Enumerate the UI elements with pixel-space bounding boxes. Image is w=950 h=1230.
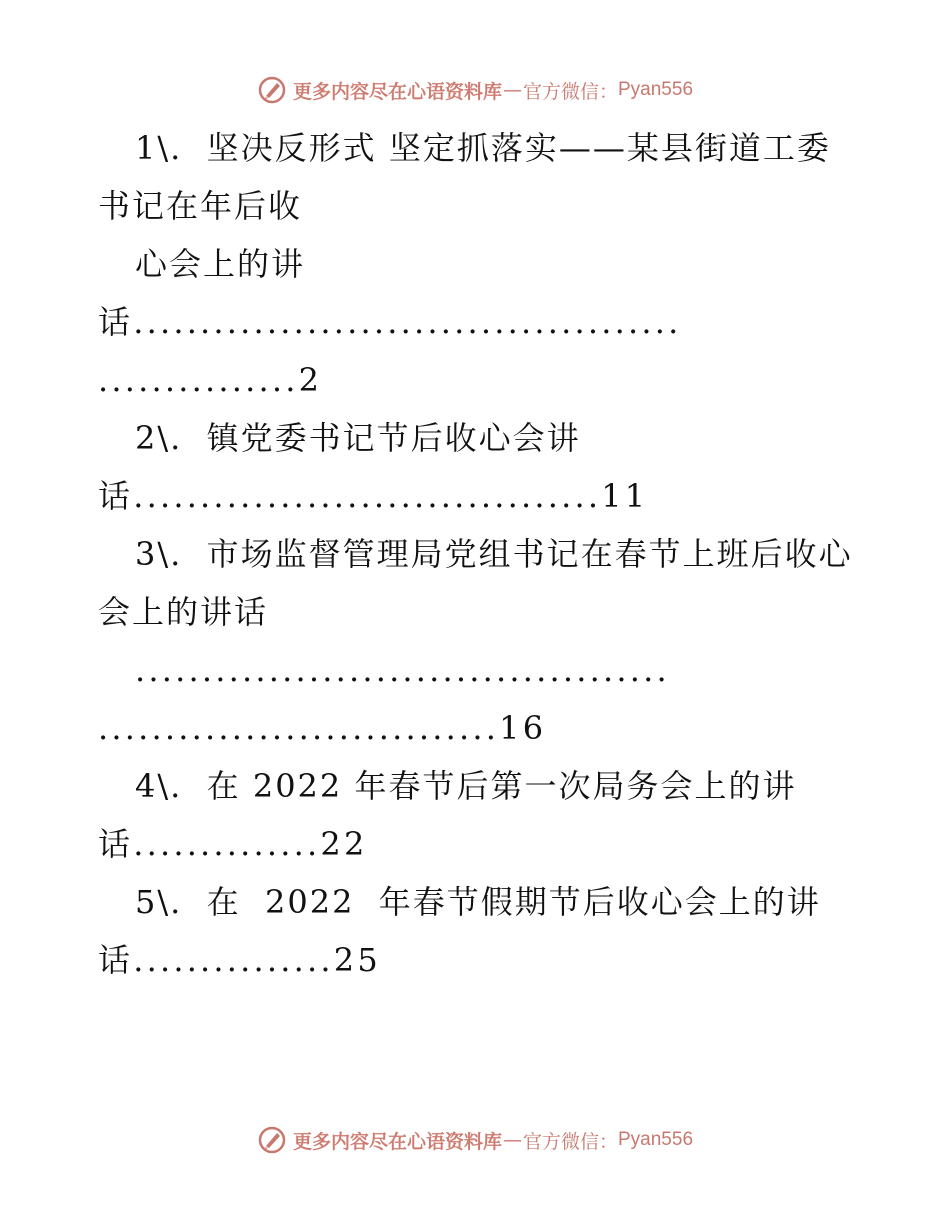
toc-entry-1-leader: 话......................................... [98,303,682,341]
toc-entry-3-leader: ........................................ [135,651,670,689]
toc-entry-5-page: 话...............25 [98,941,381,979]
toc-entry-4-page: 话..............22 [98,825,368,863]
toc-entry-1-title-cont: 书记在年后收 [98,187,303,225]
banner-main-text: 更多内容尽在心语资料库 [292,1130,502,1153]
banner-account: Pyan556 [618,79,694,100]
toc-entry-1-title-cont2: 心会上的讲 [135,245,306,283]
banner-main-text: 更多内容尽在心语资料库 [292,80,502,103]
toc-entry-3-title[interactable]: 3\. 市场监督管理局党组书记在春节上班后收心 [135,535,853,573]
watermark-banner-bottom [0,1120,950,1160]
banner-dash: — [502,79,522,101]
pen-circle-logo-icon [257,1125,287,1155]
banner-wechat-label: 官方微信： [522,80,618,103]
toc-entry-4-title[interactable]: 4\. 在 2022 年春节后第一次局务会上的讲 [135,767,797,805]
toc-entry-1-page: ...............2 [98,361,323,399]
toc-entry-1-title[interactable]: 1\. 坚决反形式 坚定抓落实——某县街道工委 [135,129,831,167]
toc-entry-3-title-cont: 会上的讲话 [98,593,269,631]
toc-entry-2-title[interactable]: 2\. 镇党委书记节后收心会讲 [135,419,581,457]
toc-entry-2-page: 话...................................11 [98,477,649,515]
toc-entry-5-title[interactable]: 5\. 在 2022 年春节假期节后收心会上的讲 [135,883,821,921]
banner-dash: — [502,1129,522,1151]
banner-account: Pyan556 [618,1129,694,1150]
banner-wechat-label: 官方微信： [522,1130,618,1153]
toc-entry-3-page: ..............................16 [98,709,547,747]
